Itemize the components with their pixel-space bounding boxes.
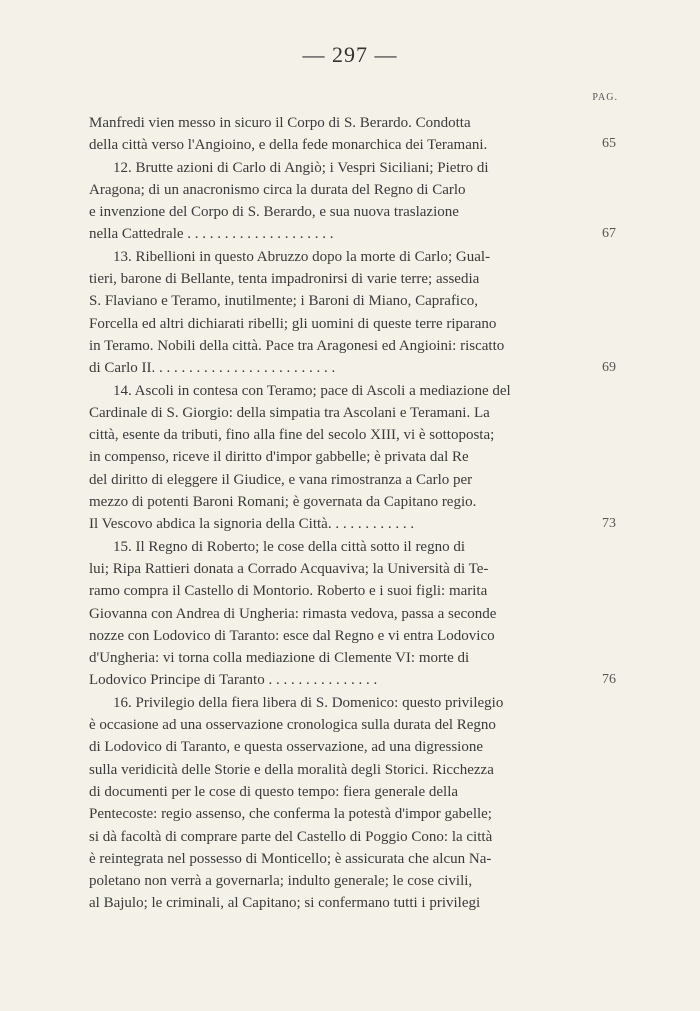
page-reference: 65 [602,136,616,151]
text-line: 16. Privilegio della fiera libera di S. Domenico: questo privilegio [113,694,504,711]
text-line: Giovanna con Andrea di Ungheria: rimasta vedova, passa a seconde [89,605,497,622]
text-line: della città verso l'Angioino, e della fede monarchica dei Teramani. [89,137,488,154]
text-line: lui; Ripa Rattieri donata a Corrado Acquaviva; la Università di Te- [89,560,489,577]
page-reference: 73 [602,516,616,531]
page-reference: 69 [602,360,616,375]
text-line: Aragona; di un anacronismo circa la durata del Regno di Carlo [89,181,466,198]
page-reference: 67 [602,226,616,241]
text-line: mezzo di potenti Baroni Romani; è governata da Capitano regio. [89,494,477,511]
text-line: Manfredi vien messo in sicuro il Corpo di S. Berardo. Condotta [89,115,471,131]
text-line: al Bajulo; le criminali, al Capitano; si confermano tutti i privilegi [89,895,481,912]
text-line: Pentecoste: regio assenso, che conferma la potestà d'impor gabelle; [89,806,492,823]
text-line: nella Cattedrale . . . . . . . . . . . . . . . . . . . . [89,226,334,243]
text-line: d'Ungheria: vi torna colla mediazione di Clemente VI: morte di [89,650,470,667]
text-line: città, esente da tributi, fino alla fine del secolo XIII, vi è sottoposta; [89,427,495,444]
text-line: nozze con Lodovico di Taranto: esce dal Regno e vi entra Lodovico [89,627,495,644]
text-line: 13. Ribellioni in questo Abruzzo dopo la morte di Carlo; Gual- [113,248,491,265]
text-line: poletano non verrà a governarla; indulto generale; le cose civili, [89,873,473,890]
text-line: 12. Brutte azioni di Carlo di Angiò; i Vespri Siciliani; Pietro di [113,159,489,176]
text-line: in compenso, riceve il diritto d'impor gabbelle; è privata dal Re [89,449,469,466]
text-line: S. Flaviano e Teramo, inutilmente; i Baroni di Miano, Caprafico, [89,293,479,310]
text-line: di Carlo II. . . . . . . . . . . . . . . . . . . . . . . . . [89,360,336,377]
page-reference: 76 [602,672,616,687]
pag-column-label: PAG. [592,92,618,103]
text-line: in Teramo. Nobili della città. Pace tra Aragonesi ed Angioini: riscatto [89,337,505,354]
text-line: 15. Il Regno di Roberto; le cose della città sotto il regno di [113,538,466,555]
text-line: è occasione ad una osservazione cronologica sulla durata del Regno [89,717,496,734]
text-line: è reintegrata nel possesso di Monticello; è assicurata che alcun Na- [89,850,492,867]
text-line: di Lodovico di Taranto, e questa osservazione, ad una digressione [89,739,483,756]
text-line: tieri, barone di Bellante, tenta impadronirsi di varie terre; assedia [89,271,480,288]
text-line: 14. Ascoli in contesa con Teramo; pace di Ascoli a mediazione del [113,382,511,399]
text-line: Il Vescovo abdica la signoria della Città. . . . . . . . . . . . [89,516,415,533]
text-line: del diritto di eleggere il Giudice, e vana rimostranza a Carlo per [89,471,473,488]
text-line: Lodovico Principe di Taranto . . . . . . . . . . . . . . . [89,672,378,689]
text-line: sulla veridicità delle Storie e della moralità degli Storici. Ricchezza [89,761,494,778]
text-line: ramo compra il Castello di Montorio. Roberto e i suoi figli: marita [89,583,488,600]
text-line: Forcella ed altri dichiarati ribelli; gli uomini di queste terre riparano [89,315,497,332]
text-line: e invenzione del Corpo di S. Berardo, e sua nuova traslazione [89,204,459,221]
text-line: si dà facoltà di comprare parte del Castello di Poggio Cono: la città [89,828,493,845]
table-of-contents-text [89,112,579,915]
text-line: di documenti per le cose di questo tempo: fiera generale della [89,783,459,800]
text-line: Cardinale di S. Giorgio: della simpatia tra Ascolani e Teramani. La [89,404,490,421]
page-number-header: — 297 — [302,42,398,67]
